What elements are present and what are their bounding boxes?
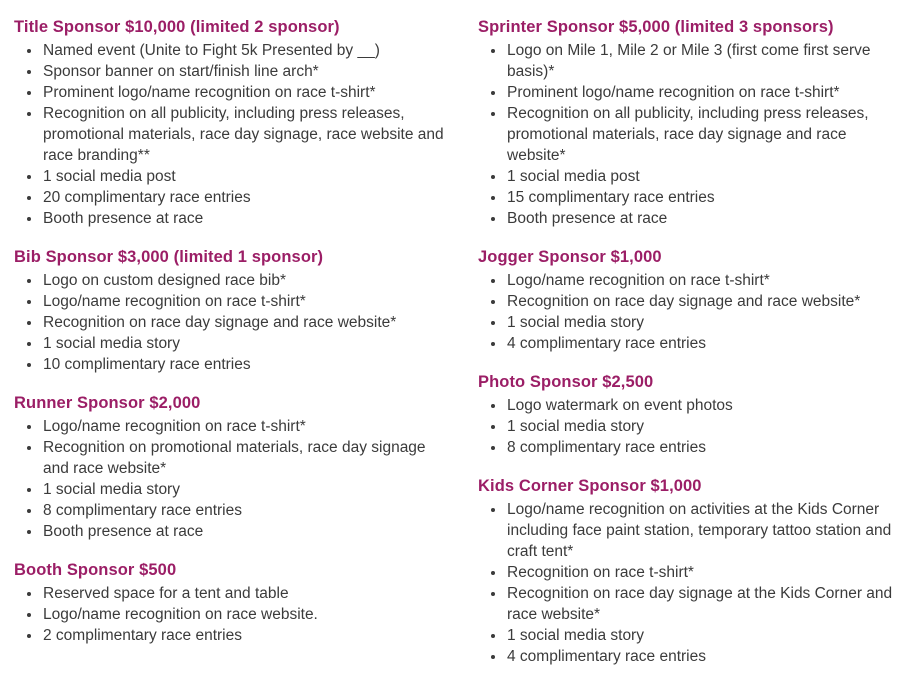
benefit-item: • Booth presence at race xyxy=(42,208,446,229)
sponsor-column-right xyxy=(478,16,894,684)
benefit-item: • Prominent logo/name recognition on race t-shirt* xyxy=(506,82,894,103)
benefit-item: • Recognition on race day signage at the Kids Corner and race website* xyxy=(506,583,894,625)
benefit-item: • Recognition on race day signage and race website* xyxy=(42,312,446,333)
benefit-item: • Recognition on all publicity, including press releases, promotional materials, race day signage and race website* xyxy=(506,103,894,166)
benefit-item: • 1 social media story xyxy=(506,312,894,333)
sponsor-tier-title: Booth Sponsor $500 xyxy=(14,561,177,579)
benefit-item: • Reserved space for a tent and table xyxy=(42,583,446,604)
benefit-item: • Logo watermark on event photos xyxy=(506,395,894,416)
benefit-item: • Booth presence at race xyxy=(42,521,446,542)
benefit-item: • Recognition on race t-shirt* xyxy=(506,562,894,583)
sponsor-tier-title: Runner Sponsor $2,000 xyxy=(14,394,201,412)
benefit-item: • Logo/name recognition on race website. xyxy=(42,604,446,625)
benefit-list xyxy=(14,416,446,542)
sponsor-section xyxy=(14,559,446,646)
benefit-item: • 8 complimentary race entries xyxy=(42,500,446,521)
sponsor-tier-title: Jogger Sponsor $1,000 xyxy=(478,248,662,266)
benefit-list xyxy=(14,40,446,229)
benefit-item: • Logo/name recognition on race t-shirt* xyxy=(42,416,446,437)
benefit-list xyxy=(478,499,894,667)
benefit-item: • Booth presence at race xyxy=(506,208,894,229)
sponsor-tier-title: Photo Sponsor $2,500 xyxy=(478,373,654,391)
benefit-list xyxy=(478,395,894,458)
sponsor-section xyxy=(478,475,894,667)
sponsor-section xyxy=(14,392,446,542)
benefit-item: • Logo on custom designed race bib* xyxy=(42,270,446,291)
benefit-item: • 1 social media story xyxy=(42,333,446,354)
benefit-item: • Recognition on all publicity, including press releases, promotional materials, race day signage, race website and race branding** xyxy=(42,103,446,166)
benefit-item: • 1 social media story xyxy=(42,479,446,500)
benefit-item: • 1 social media story xyxy=(506,625,894,646)
sponsor-section xyxy=(478,246,894,354)
sponsor-tier-title: Bib Sponsor $3,000 (limited 1 sponsor) xyxy=(14,248,324,266)
benefit-item: • Logo/name recognition on activities at the Kids Corner including face paint station, temporary tattoo station and craft tent* xyxy=(506,499,894,562)
sponsor-section xyxy=(478,371,894,458)
benefit-item: • Logo/name recognition on race t-shirt* xyxy=(42,291,446,312)
benefit-item: • 8 complimentary race entries xyxy=(506,437,894,458)
benefit-item: • 15 complimentary race entries xyxy=(506,187,894,208)
benefit-item: • Recognition on race day signage and race website* xyxy=(506,291,894,312)
benefit-list xyxy=(478,270,894,354)
benefit-item: • Logo/name recognition on race t-shirt* xyxy=(506,270,894,291)
benefit-item: • 10 complimentary race entries xyxy=(42,354,446,375)
benefit-item: • 1 social media post xyxy=(42,166,446,187)
benefit-list xyxy=(478,40,894,229)
sponsor-section xyxy=(478,16,894,229)
benefit-item: • Logo on Mile 1, Mile 2 or Mile 3 (first come first serve basis)* xyxy=(506,40,894,82)
benefit-item: • Named event (Unite to Fight 5k Presented by __) xyxy=(42,40,446,61)
benefit-item: • 20 complimentary race entries xyxy=(42,187,446,208)
benefit-item: • Sponsor banner on start/finish line arch* xyxy=(42,61,446,82)
sponsor-tier-title: Title Sponsor $10,000 (limited 2 sponsor) xyxy=(14,18,340,36)
sponsor-tier-title: Sprinter Sponsor $5,000 (limited 3 sponsors) xyxy=(478,18,834,36)
sponsor-column-left xyxy=(14,16,446,663)
sponsor-section xyxy=(14,246,446,375)
benefit-item: • 4 complimentary race entries xyxy=(506,333,894,354)
benefit-item: • 1 social media story xyxy=(506,416,894,437)
benefit-item: • Prominent logo/name recognition on race t-shirt* xyxy=(42,82,446,103)
benefit-list xyxy=(14,270,446,375)
benefit-list xyxy=(14,583,446,646)
benefit-item: • 2 complimentary race entries xyxy=(42,625,446,646)
benefit-item: • Recognition on promotional materials, race day signage and race website* xyxy=(42,437,446,479)
benefit-item: • 1 social media post xyxy=(506,166,894,187)
sponsor-section xyxy=(14,16,446,229)
sponsor-tier-title: Kids Corner Sponsor $1,000 xyxy=(478,477,702,495)
benefit-item: • 4 complimentary race entries xyxy=(506,646,894,667)
